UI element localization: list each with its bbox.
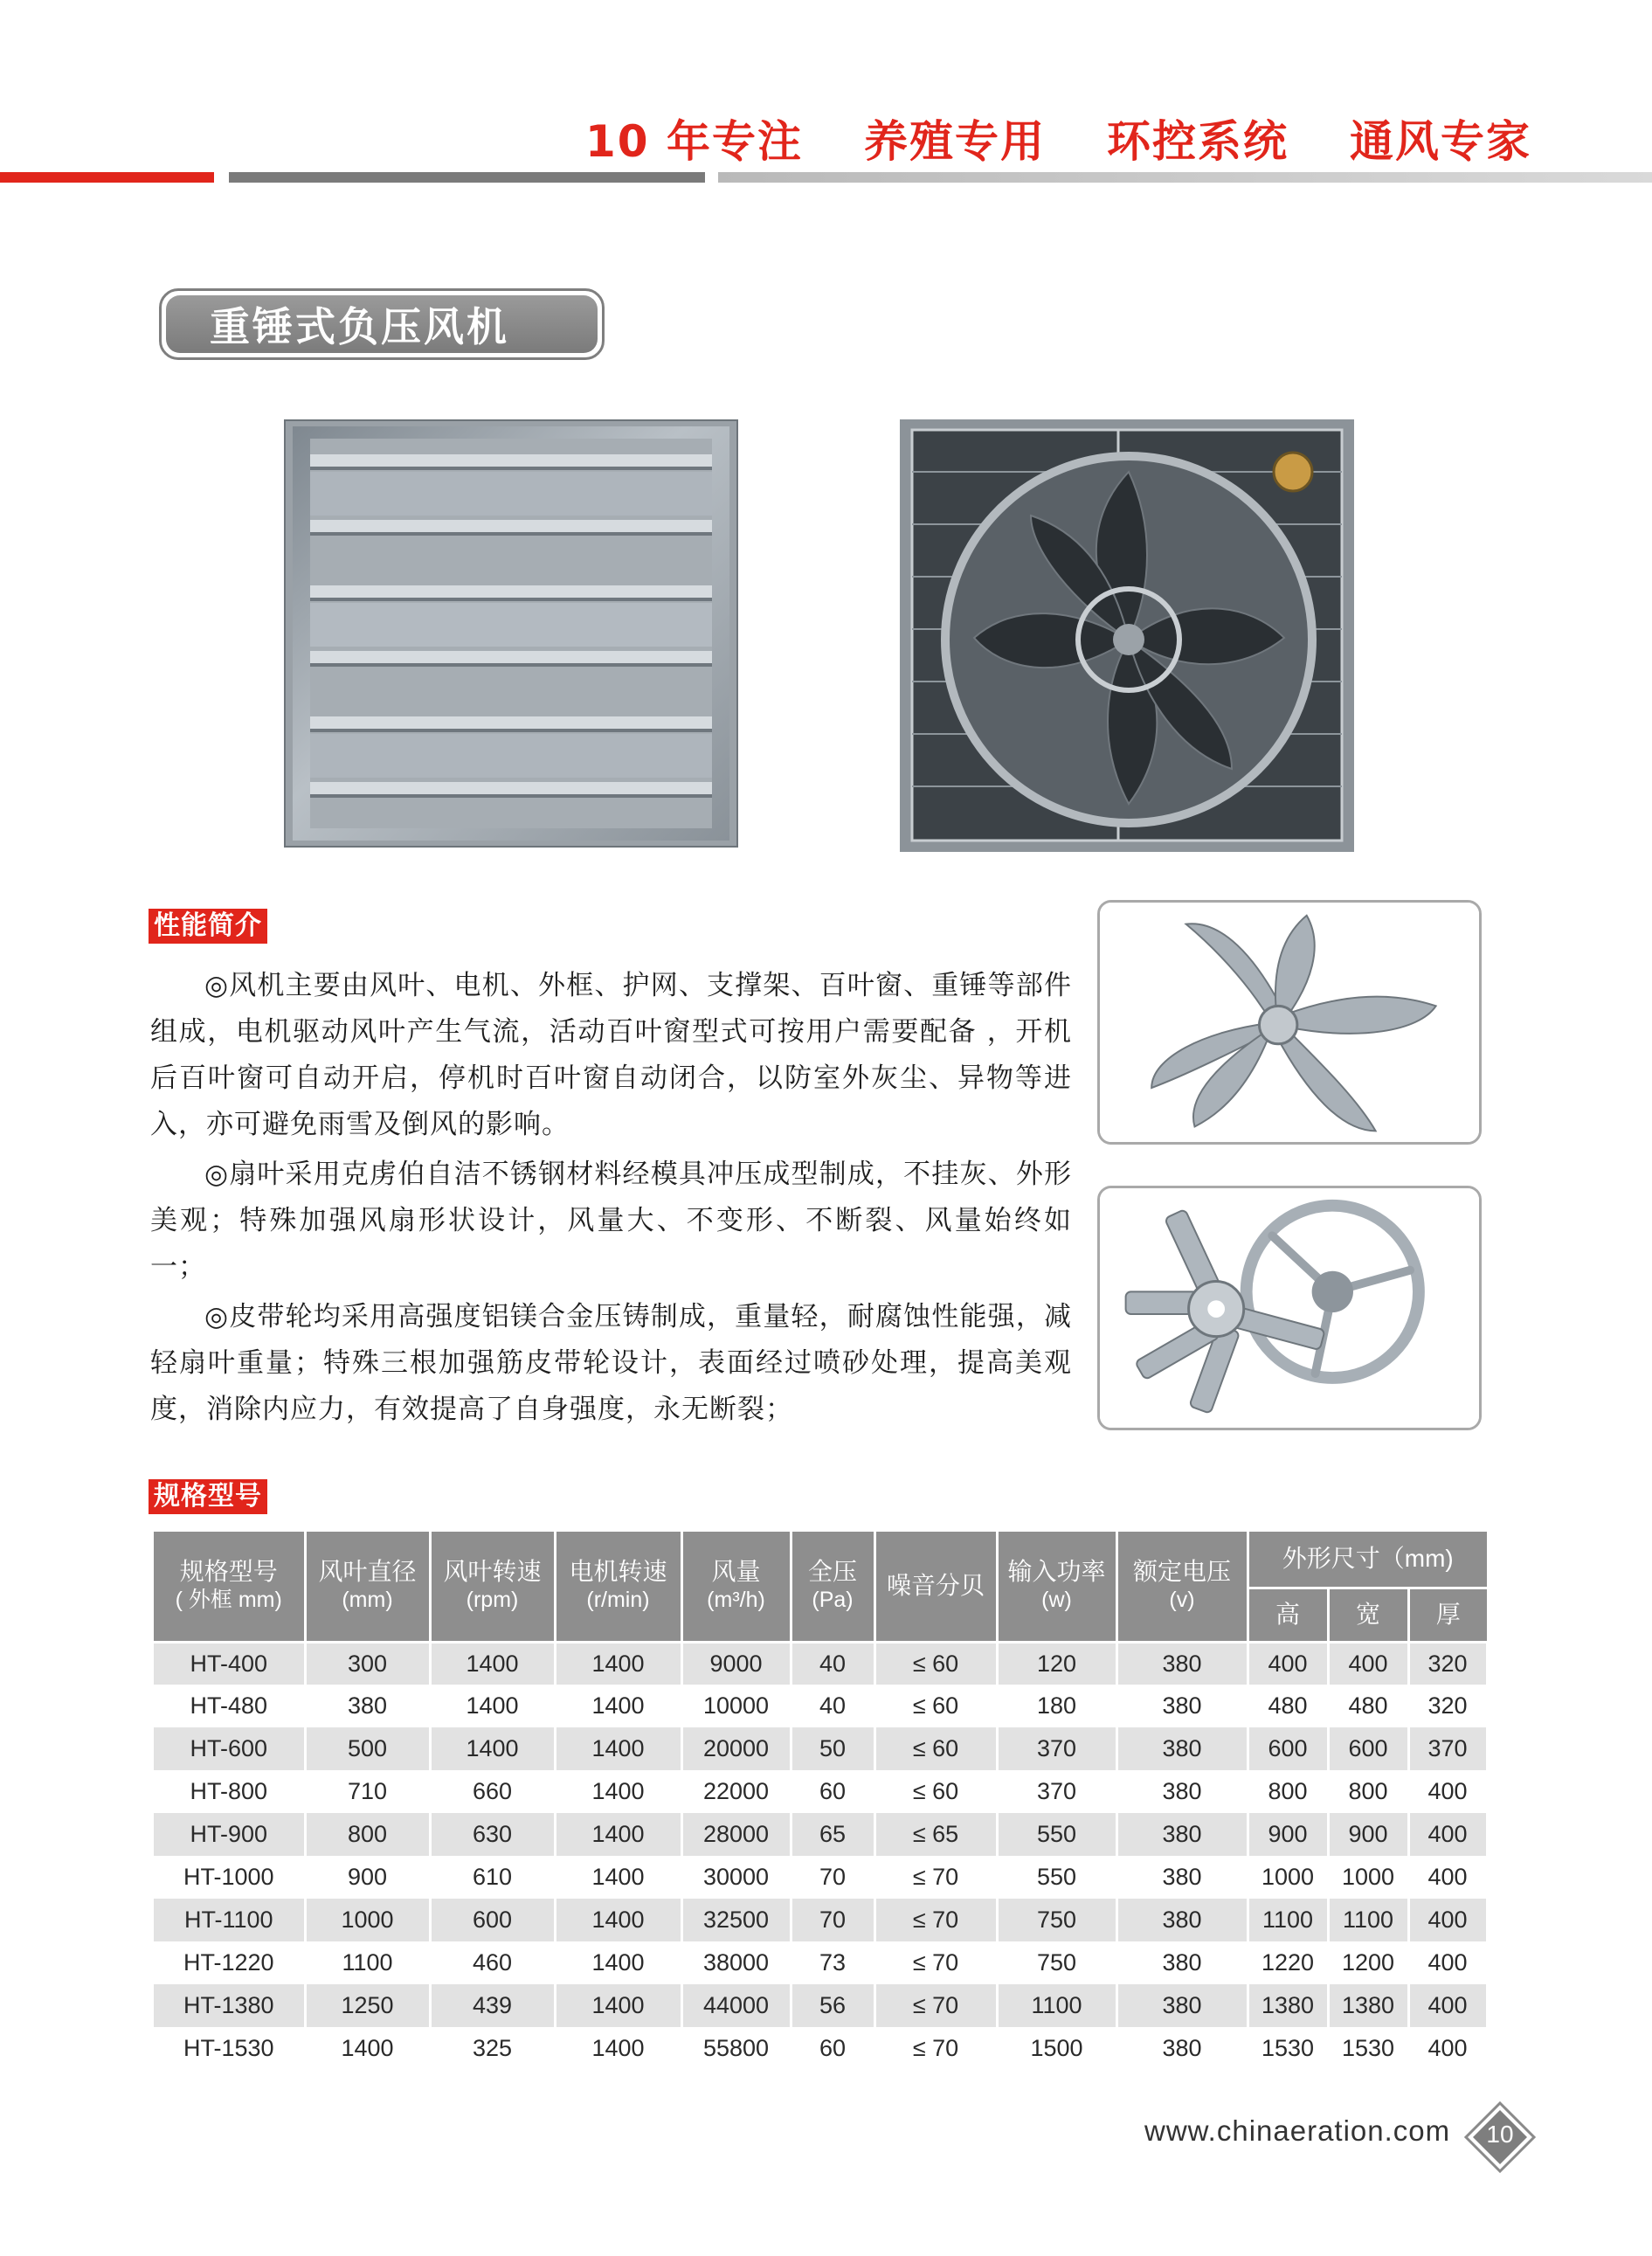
cell-motor-speed: 1400 — [555, 1941, 681, 1984]
intro-label: 性能简介 — [149, 909, 267, 944]
table-row — [154, 1813, 1487, 1856]
cell-width: 1000 — [1328, 1856, 1408, 1899]
cell-pressure: 60 — [791, 2027, 874, 2070]
cell-width: 400 — [1328, 1642, 1408, 1685]
cell-motor-speed: 1400 — [555, 1685, 681, 1727]
cell-voltage: 380 — [1116, 2027, 1248, 2070]
header-diameter-label: 风叶直径 — [318, 1558, 417, 1586]
cell-model: HT-1100 — [154, 1899, 305, 1941]
cell-diameter: 1400 — [305, 2027, 430, 2070]
header-dim-depth: 厚 — [1408, 1588, 1487, 1642]
header-voltage-label: 额定电压 — [1132, 1558, 1231, 1586]
cell-depth: 400 — [1408, 2027, 1487, 2070]
cell-voltage: 380 — [1116, 1770, 1248, 1813]
table-row — [154, 1642, 1487, 1685]
cell-model: HT-1530 — [154, 2027, 305, 2070]
cell-height: 1100 — [1248, 1899, 1328, 1941]
header-model-label: 规格型号 — [179, 1558, 278, 1586]
cell-pressure: 56 — [791, 1984, 874, 2027]
header-diameter-unit: (mm) — [342, 1588, 393, 1613]
header-power-label: 输入功率 — [1007, 1558, 1106, 1586]
cell-airflow: 9000 — [681, 1642, 791, 1685]
cell-voltage: 380 — [1116, 1984, 1248, 2027]
cell-blade-speed: 610 — [430, 1856, 555, 1899]
cell-diameter: 500 — [305, 1727, 430, 1770]
header-motor-speed-label: 电机转速 — [569, 1558, 667, 1586]
cell-motor-speed: 1400 — [555, 1727, 681, 1770]
cell-model: HT-1380 — [154, 1984, 305, 2027]
cell-depth: 400 — [1408, 1941, 1487, 1984]
cell-airflow: 32500 — [681, 1899, 791, 1941]
header-blade-speed — [430, 1532, 555, 1642]
header-diameter — [305, 1532, 430, 1642]
header-bar-red — [0, 172, 214, 183]
cell-depth: 400 — [1408, 1984, 1487, 2027]
cell-motor-speed: 1400 — [555, 2027, 681, 2070]
cell-power: 180 — [997, 1685, 1116, 1727]
slogan-1: 10 年专注 — [585, 116, 803, 167]
header-pressure — [791, 1532, 874, 1642]
table-row — [154, 1727, 1487, 1770]
cell-noise: ≤ 60 — [874, 1727, 997, 1770]
cell-pressure: 65 — [791, 1813, 874, 1856]
belt-pulley-icon — [1097, 1186, 1482, 1430]
cell-airflow: 38000 — [681, 1941, 791, 1984]
cell-noise: ≤ 70 — [874, 1899, 997, 1941]
cell-airflow: 10000 — [681, 1685, 791, 1727]
intro-paragraph-1: ◎风机主要由风叶、电机、外框、护网、支撑架、百叶窗、重锤等部件组成，电机驱动风叶产生气流，活动百叶窗型式可按用户需要配备 ，开机后百叶窗可自动开启，停机时百叶窗自动闭合，以防室外灰尘、异物等进入，亦可避免雨雪及倒风的影响。 — [150, 970, 1072, 1140]
cell-blade-speed: 460 — [430, 1941, 555, 1984]
spec-label: 规格型号 — [149, 1479, 267, 1514]
header-dim-width: 宽 — [1328, 1588, 1408, 1642]
cell-voltage: 380 — [1116, 1813, 1248, 1856]
cell-diameter: 800 — [305, 1813, 430, 1856]
cell-height: 900 — [1248, 1813, 1328, 1856]
cell-height: 480 — [1248, 1685, 1328, 1727]
cell-noise: ≤ 70 — [874, 1984, 997, 2027]
cell-model: HT-900 — [154, 1813, 305, 1856]
cell-power: 370 — [997, 1770, 1116, 1813]
table-row — [154, 1770, 1487, 1813]
table-row — [154, 1941, 1487, 1984]
slogan-2: 养殖专用 — [864, 116, 1046, 167]
header-blade-speed-unit: (rpm) — [466, 1588, 519, 1613]
cell-power: 1500 — [997, 2027, 1116, 2070]
cell-diameter: 380 — [305, 1685, 430, 1727]
cell-width: 1380 — [1328, 1984, 1408, 2027]
cell-depth: 400 — [1408, 1770, 1487, 1813]
header-airflow-label: 风量 — [711, 1558, 761, 1586]
header-model — [154, 1532, 305, 1642]
cell-power: 550 — [997, 1813, 1116, 1856]
cell-depth: 320 — [1408, 1685, 1487, 1727]
shutter-panel-icon — [284, 419, 738, 848]
cell-blade-speed: 1400 — [430, 1685, 555, 1727]
cell-motor-speed: 1400 — [555, 1813, 681, 1856]
cell-depth: 320 — [1408, 1642, 1487, 1685]
cell-diameter: 1250 — [305, 1984, 430, 2027]
header-airflow-unit: (m³/h) — [707, 1588, 765, 1613]
cell-power: 1100 — [997, 1984, 1116, 2027]
cell-airflow: 30000 — [681, 1856, 791, 1899]
cell-voltage: 380 — [1116, 1727, 1248, 1770]
cell-voltage: 380 — [1116, 1899, 1248, 1941]
header-voltage — [1116, 1532, 1248, 1642]
header-dims: 外形尺寸（mm) — [1248, 1532, 1487, 1588]
cell-depth: 400 — [1408, 1899, 1487, 1941]
cell-width: 1200 — [1328, 1941, 1408, 1984]
cell-width: 800 — [1328, 1770, 1408, 1813]
cell-width: 1100 — [1328, 1899, 1408, 1941]
cell-blade-speed: 660 — [430, 1770, 555, 1813]
cell-noise: ≤ 70 — [874, 1941, 997, 1984]
header-motor-speed — [555, 1532, 681, 1642]
cell-diameter: 1000 — [305, 1899, 430, 1941]
cell-model: HT-1220 — [154, 1941, 305, 1984]
cell-model: HT-600 — [154, 1727, 305, 1770]
header-noise: 噪音分贝 — [874, 1532, 997, 1642]
cell-airflow: 22000 — [681, 1770, 791, 1813]
cell-noise: ≤ 60 — [874, 1642, 997, 1685]
page-number: 10 — [1486, 2121, 1514, 2148]
header-slogans — [585, 107, 1531, 170]
cell-motor-speed: 1400 — [555, 1642, 681, 1685]
spec-table — [154, 1532, 1489, 2070]
cell-voltage: 380 — [1116, 1685, 1248, 1727]
cell-depth: 400 — [1408, 1856, 1487, 1899]
cell-airflow: 28000 — [681, 1813, 791, 1856]
cell-height: 1380 — [1248, 1984, 1328, 2027]
header-dim-height: 高 — [1248, 1588, 1328, 1642]
cell-motor-speed: 1400 — [555, 1770, 681, 1813]
exhaust-fan-icon — [900, 419, 1354, 852]
cell-height: 600 — [1248, 1727, 1328, 1770]
cell-width: 480 — [1328, 1685, 1408, 1727]
cell-blade-speed: 630 — [430, 1813, 555, 1856]
cell-depth: 370 — [1408, 1727, 1487, 1770]
slogan-4: 通风专家 — [1350, 116, 1531, 167]
cell-width: 900 — [1328, 1813, 1408, 1856]
cell-blade-speed: 1400 — [430, 1727, 555, 1770]
cell-model: HT-1000 — [154, 1856, 305, 1899]
cell-pressure: 50 — [791, 1727, 874, 1770]
header-blade-speed-label: 风叶转速 — [443, 1558, 542, 1586]
cell-airflow: 55800 — [681, 2027, 791, 2070]
cell-motor-speed: 1400 — [555, 1856, 681, 1899]
cell-airflow: 20000 — [681, 1727, 791, 1770]
header-power — [997, 1532, 1116, 1642]
cell-diameter: 900 — [305, 1856, 430, 1899]
cell-blade-speed: 439 — [430, 1984, 555, 2027]
cell-noise: ≤ 70 — [874, 1856, 997, 1899]
cell-voltage: 380 — [1116, 1941, 1248, 1984]
cell-diameter: 1100 — [305, 1941, 430, 1984]
cell-power: 550 — [997, 1856, 1116, 1899]
cell-pressure: 73 — [791, 1941, 874, 1984]
cell-height: 1220 — [1248, 1941, 1328, 1984]
cell-model: HT-480 — [154, 1685, 305, 1727]
table-row — [154, 1984, 1487, 2027]
product-title-box — [159, 288, 605, 360]
header-power-unit: (w) — [1041, 1588, 1072, 1613]
spec-table-body — [154, 1642, 1487, 2070]
header-pressure-label: 全压 — [807, 1558, 857, 1586]
cell-pressure: 60 — [791, 1770, 874, 1813]
cell-width: 600 — [1328, 1727, 1408, 1770]
cell-height: 800 — [1248, 1770, 1328, 1813]
slogan-3: 环控系统 — [1107, 116, 1289, 167]
footer-website: www.chinaeration.com — [1144, 2114, 1451, 2147]
cell-height: 400 — [1248, 1642, 1328, 1685]
cell-power: 750 — [997, 1941, 1116, 1984]
cell-pressure: 70 — [791, 1856, 874, 1899]
intro-paragraph-2: ◎扇叶采用克虏伯自洁不锈钢材料经模具冲压成型制成，不挂灰、外形美观；特殊加强风扇形状设计，风量大、不变形、不断裂、风量始终如一； — [150, 1159, 1072, 1283]
cell-voltage: 380 — [1116, 1856, 1248, 1899]
table-row — [154, 1856, 1487, 1899]
cell-height: 1530 — [1248, 2027, 1328, 2070]
cell-diameter: 300 — [305, 1642, 430, 1685]
cell-depth: 400 — [1408, 1813, 1487, 1856]
cell-blade-speed: 600 — [430, 1899, 555, 1941]
cell-model: HT-400 — [154, 1642, 305, 1685]
intro-text — [150, 963, 1072, 1433]
product-title: 重锤式负压风机 — [166, 295, 598, 353]
cell-power: 750 — [997, 1899, 1116, 1941]
header-voltage-unit: (v) — [1169, 1588, 1195, 1613]
header-bar-dark — [229, 172, 705, 183]
header-pressure-unit: (Pa) — [812, 1588, 854, 1613]
cell-noise: ≤ 60 — [874, 1685, 997, 1727]
cell-noise: ≤ 70 — [874, 2027, 997, 2070]
fan-blade-icon — [1097, 900, 1482, 1145]
cell-power: 120 — [997, 1642, 1116, 1685]
table-row — [154, 1685, 1487, 1727]
header-motor-speed-unit: (r/min) — [586, 1588, 650, 1613]
cell-width: 1530 — [1328, 2027, 1408, 2070]
header-bar-light — [718, 172, 1652, 183]
cell-voltage: 380 — [1116, 1642, 1248, 1685]
cell-pressure: 40 — [791, 1642, 874, 1685]
cell-motor-speed: 1400 — [555, 1984, 681, 2027]
cell-power: 370 — [997, 1727, 1116, 1770]
cell-pressure: 40 — [791, 1685, 874, 1727]
table-row — [154, 1899, 1487, 1941]
cell-model: HT-800 — [154, 1770, 305, 1813]
cell-blade-speed: 1400 — [430, 1642, 555, 1685]
cell-height: 1000 — [1248, 1856, 1328, 1899]
intro-paragraph-3: ◎皮带轮均采用高强度铝镁合金压铸制成，重量轻，耐腐蚀性能强，减轻扇叶重量；特殊三根加强筋皮带轮设计，表面经过喷砂处理，提高美观度，消除内应力，有效提高了自身强度，永无断裂； — [150, 1301, 1072, 1425]
cell-pressure: 70 — [791, 1899, 874, 1941]
cell-noise: ≤ 60 — [874, 1770, 997, 1813]
header-airflow — [681, 1532, 791, 1642]
cell-blade-speed: 325 — [430, 2027, 555, 2070]
cell-airflow: 44000 — [681, 1984, 791, 2027]
cell-diameter: 710 — [305, 1770, 430, 1813]
table-row — [154, 2027, 1487, 2070]
header-model-unit: ( 外框 mm) — [175, 1588, 282, 1613]
cell-noise: ≤ 65 — [874, 1813, 997, 1856]
cell-motor-speed: 1400 — [555, 1899, 681, 1941]
